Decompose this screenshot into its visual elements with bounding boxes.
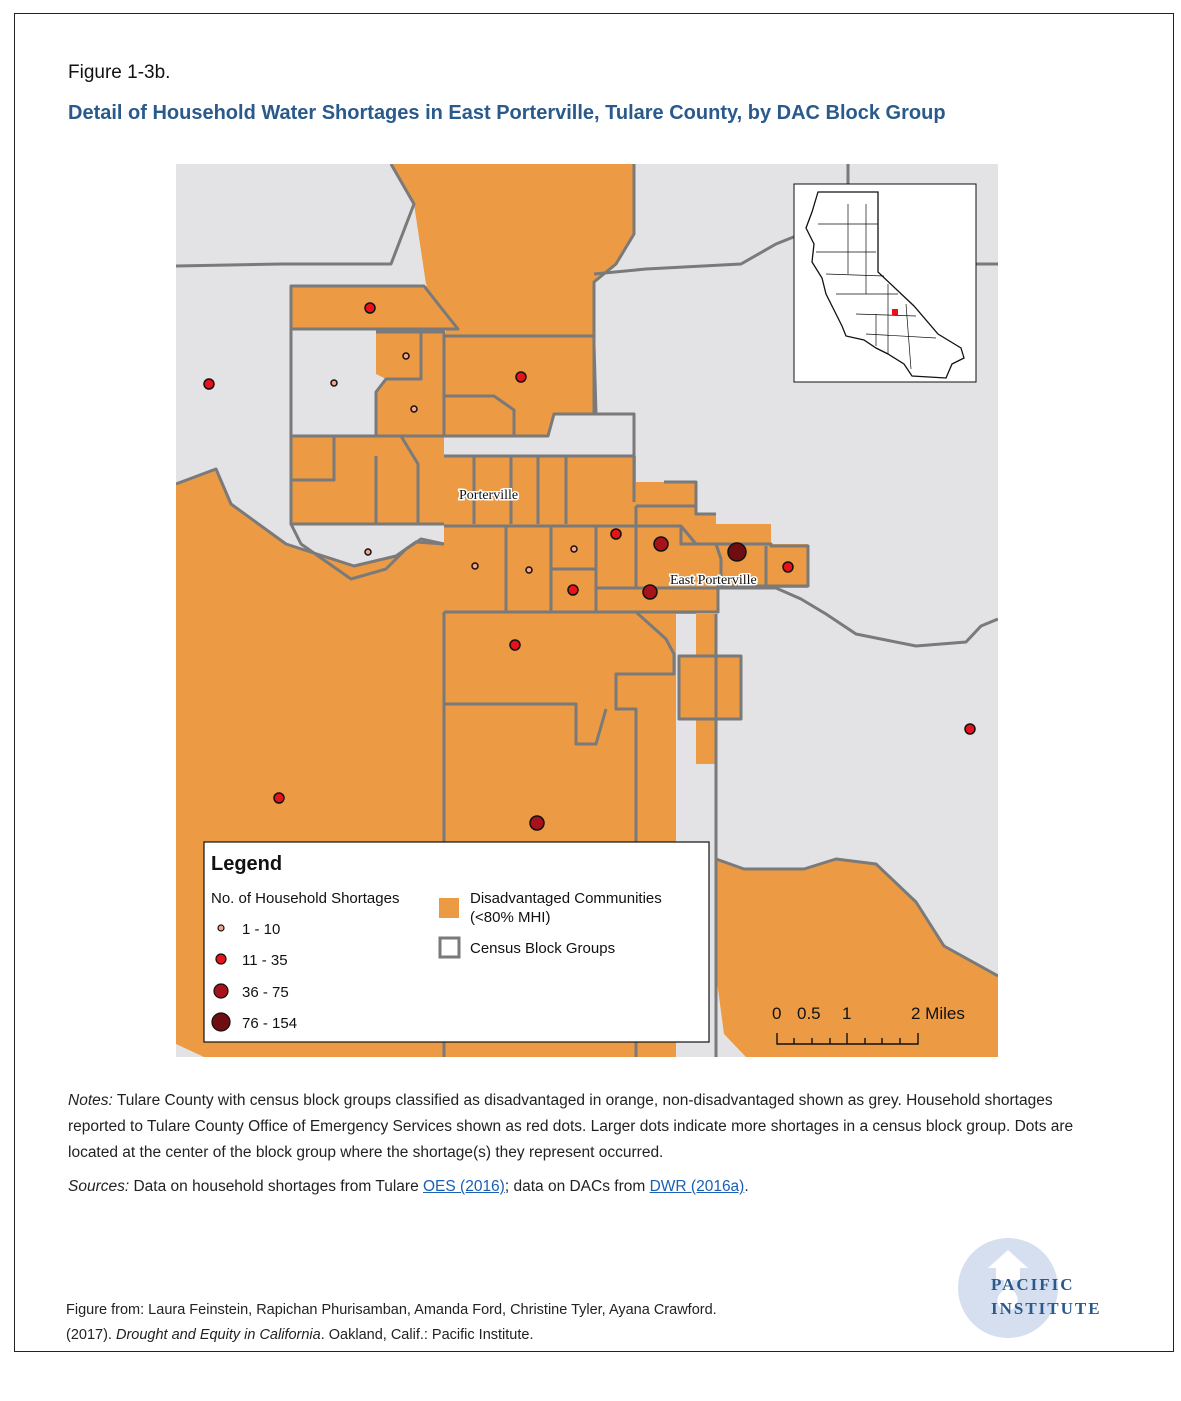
legend-dac-label-line2: (<80% MHI) (470, 909, 551, 926)
logo-line-1: PACIFIC (991, 1275, 1075, 1294)
legend-shortages-heading: No. of Household Shortages (211, 890, 400, 907)
legend-class-1-label: 1 - 10 (242, 921, 281, 938)
map (176, 164, 998, 1057)
shortage-dot (526, 567, 532, 573)
shortage-dot (965, 724, 975, 734)
legend-dac-swatch (439, 898, 459, 918)
legend-dac-label-line1: Disadvantaged Communities (470, 890, 662, 907)
shortage-dot (403, 353, 409, 359)
legend-block-groups-label: Census Block Groups (470, 940, 616, 957)
notes-label: Notes: (68, 1092, 113, 1109)
shortage-dot (365, 303, 375, 313)
notes-text: Tulare County with census block groups classified as disadvantaged in orange, non-disadvantaged shown as grey. Household shortages reported to Tulare County Office of Emergency Services shown as red dots. Larger dots indicate more shortages in a census block group. Dots are located at the center of the block group where the shortage(s) they represent occurred. (68, 1092, 1074, 1161)
scale-label-3: 2 Miles (911, 1004, 965, 1023)
figure-label: Figure 1-3b. (68, 62, 171, 83)
dwr-2016a-link[interactable]: DWR (2016a) (649, 1178, 745, 1195)
legend (204, 842, 709, 1042)
scale-label-2: 1 (842, 1004, 852, 1023)
shortage-dot (472, 563, 478, 569)
shortage-dot (728, 543, 746, 561)
legend-dot-class-2 (216, 954, 226, 964)
shortage-dot (204, 379, 214, 389)
shortage-dot (274, 793, 284, 803)
shortage-dot (568, 585, 578, 595)
shortage-dot (516, 372, 526, 382)
credit-line-1: Figure from: Laura Feinstein, Rapichan Phurisamban, Amanda Ford, Christine Tyler, Ayana Crawford. (66, 1302, 717, 1318)
legend-class-2-label: 11 - 35 (242, 952, 288, 969)
oes-2016-link[interactable]: OES (2016) (423, 1178, 505, 1195)
locator-marker (892, 309, 898, 315)
shortage-dot (571, 546, 577, 552)
place-label-porterville: Porterville (459, 488, 519, 503)
legend-dot-class-4 (212, 1013, 230, 1031)
notes (68, 1088, 1108, 1166)
legend-dot-class-3 (214, 984, 228, 998)
california-inset (794, 184, 976, 382)
legend-class-3-label: 36 - 75 (242, 984, 289, 1001)
credit-year: (2017). (66, 1327, 112, 1343)
legend-class-4-label: 76 - 154 (242, 1015, 298, 1032)
sources-text-2: ; data on DACs from (504, 1178, 646, 1195)
shortage-dot (331, 380, 337, 386)
shortage-dot (530, 816, 544, 830)
figure-title: Detail of Household Water Shortages in East Porterville, Tulare County, by DAC Block Group (68, 102, 946, 124)
shortage-dot (643, 585, 657, 599)
legend-title: Legend (211, 853, 283, 875)
figure-credit (66, 1298, 717, 1348)
shortage-dot (654, 537, 668, 551)
scale-label-1: 0.5 (797, 1004, 821, 1023)
credit-book-title: Drought and Equity in California (115, 1327, 321, 1343)
shortage-dot (783, 562, 793, 572)
sources-label: Sources: (68, 1178, 130, 1195)
shortage-dot (611, 529, 621, 539)
sources-text-3: . (744, 1178, 749, 1195)
place-label-east-porterville: East Porterville (670, 573, 757, 588)
logo-line-2: INSTITUTE (991, 1299, 1102, 1318)
shortage-dot (510, 640, 520, 650)
legend-dot-class-1 (218, 925, 224, 931)
sources (68, 1178, 1108, 1196)
shortage-dot (365, 549, 371, 555)
credit-publisher: . Oakland, Calif.: Pacific Institute. (320, 1327, 534, 1343)
credit-line-2 (66, 1323, 717, 1348)
shortage-dot (411, 406, 417, 412)
sources-text-1: Data on household shortages from Tulare (133, 1178, 419, 1195)
pacific-institute-logo (958, 1238, 1128, 1338)
legend-block-group-swatch (440, 938, 459, 957)
scale-label-0: 0 (772, 1004, 782, 1023)
